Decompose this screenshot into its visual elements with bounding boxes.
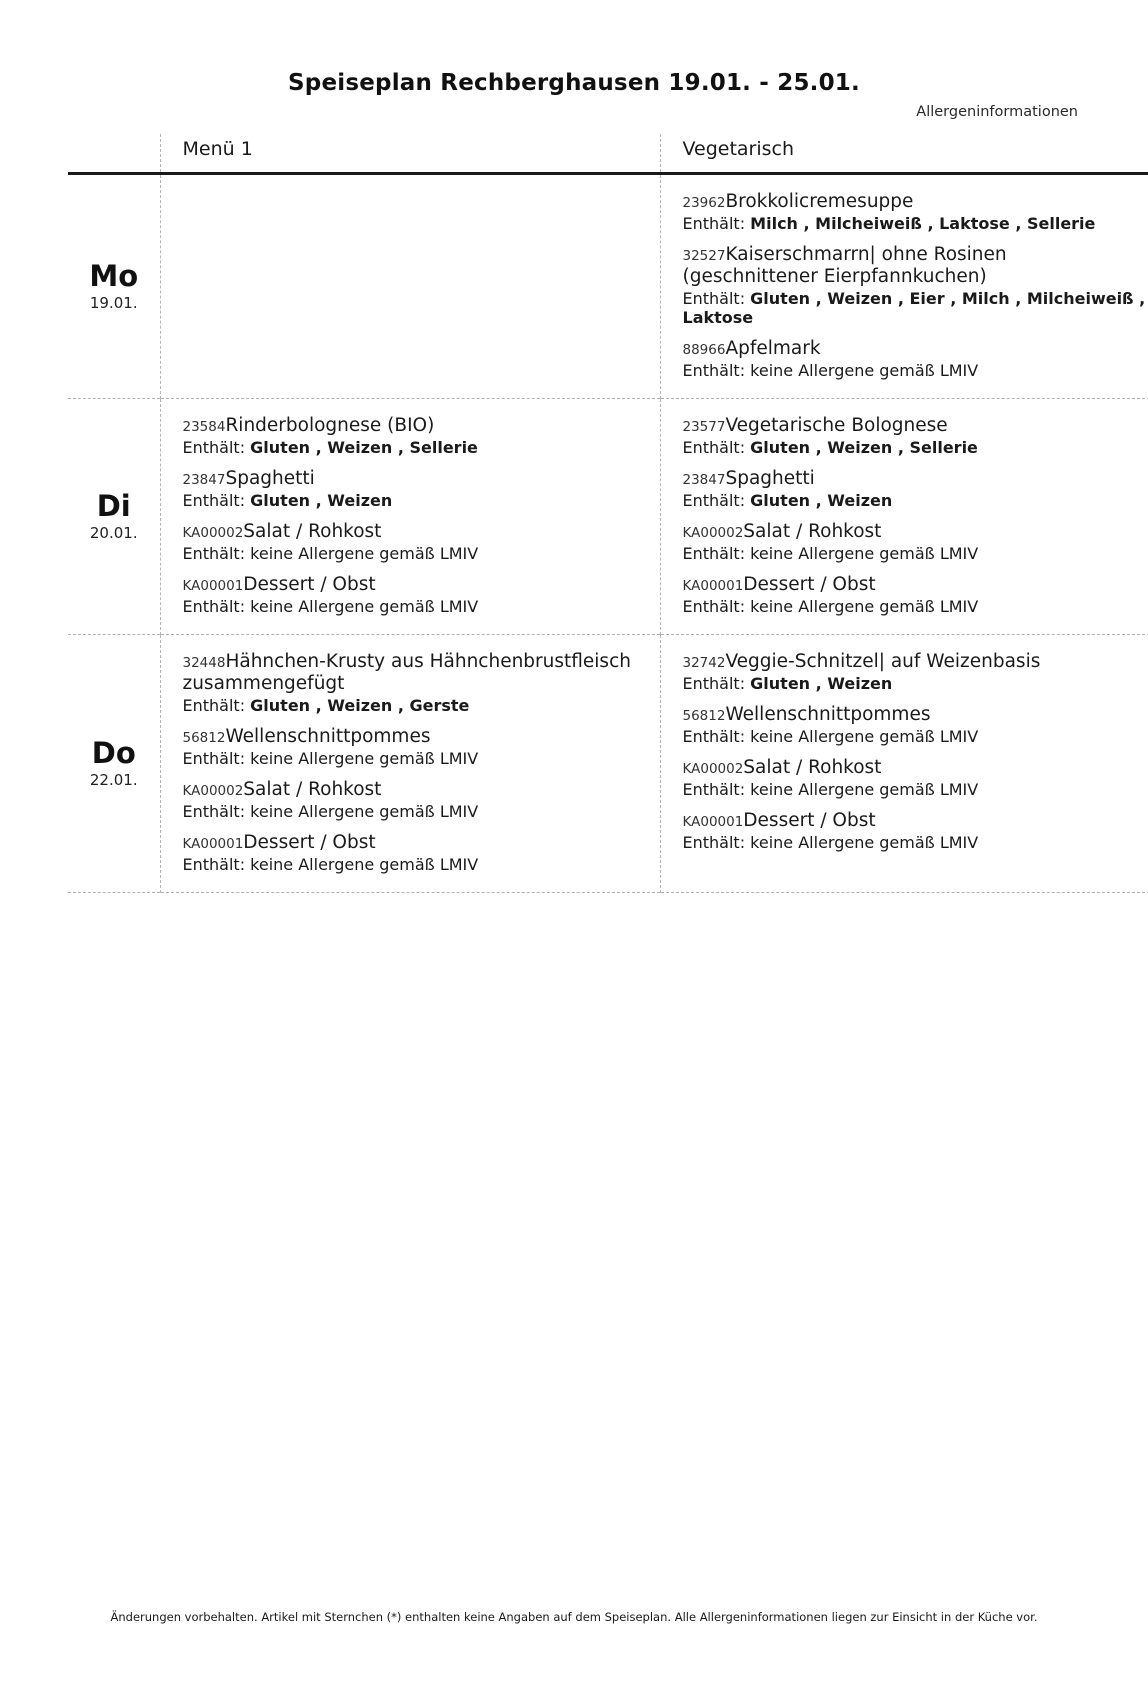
- allergen-label: Enthält:: [682, 726, 751, 746]
- dish-name: Kaiserschmarrn| ohne Rosinen (geschnittener Eierpfannkuchen): [682, 244, 1007, 287]
- dish-item: [183, 779, 646, 821]
- dish-item: [183, 574, 646, 616]
- dish-name: Wellenschnittpommes: [225, 725, 431, 747]
- dish-item: [183, 651, 646, 715]
- dish-name-line: [183, 832, 646, 854]
- dish-item: [683, 704, 1147, 746]
- table-row: [68, 635, 1148, 893]
- dish-allergens: [183, 855, 646, 874]
- allergen-values: Gluten , Weizen , Gerste: [250, 695, 470, 715]
- dish-code: KA00002: [682, 761, 744, 778]
- dish-allergens: [683, 289, 1147, 327]
- dish-item: [683, 244, 1147, 327]
- allergen-values: keine Allergene gemäß LMIV: [250, 543, 479, 563]
- allergen-values: keine Allergene gemäß LMIV: [250, 854, 479, 874]
- dish-name: Dessert / Obst: [243, 574, 376, 596]
- dish-allergens: [683, 214, 1147, 233]
- allergen-label: Enthält:: [182, 543, 251, 563]
- dish-allergens: [183, 802, 646, 821]
- dish-item: [183, 832, 646, 874]
- allergen-values: Gluten , Weizen , Sellerie: [750, 437, 978, 457]
- dish-name: Dessert / Obst: [743, 574, 876, 596]
- dish-name-line: [183, 574, 646, 596]
- dish-name: Spaghetti: [225, 468, 315, 490]
- dish-name: Salat / Rohkost: [243, 521, 382, 543]
- day-cell: [68, 174, 160, 399]
- dish-item: [683, 521, 1147, 563]
- menu-cell-vegetarisch: [660, 635, 1148, 893]
- dish-code: KA00001: [682, 578, 744, 595]
- dish-name: Dessert / Obst: [743, 810, 876, 832]
- footer-disclaimer: Änderungen vorbehalten. Artikel mit Sternchen (*) enthalten keine Angaben auf dem Speiseplan. Alle Allergeninformationen liegen zur Einsicht in der Küche vor.: [110, 1610, 1038, 1624]
- dish-name-line: [183, 521, 646, 543]
- dish-allergens: [683, 833, 1147, 852]
- menu-plan-page: [0, 70, 1148, 1694]
- allergen-values: keine Allergene gemäß LMIV: [750, 596, 979, 616]
- allergen-label: Enthält:: [682, 213, 751, 233]
- allergen-values: keine Allergene gemäß LMIV: [250, 801, 479, 821]
- dish-allergens: [683, 491, 1147, 510]
- dish-code: 23577: [682, 419, 726, 436]
- dish-code: KA00001: [682, 814, 744, 831]
- day-abbreviation: Di: [96, 489, 131, 524]
- menu-table: [68, 134, 1148, 893]
- dish-item: [183, 415, 646, 457]
- dish-code: KA00001: [182, 578, 244, 595]
- dish-item: [683, 651, 1147, 693]
- menu-cell-menu1: [160, 174, 660, 399]
- day-cell: [68, 635, 160, 893]
- dish-name: Salat / Rohkost: [243, 778, 382, 800]
- dish-item: [183, 521, 646, 563]
- dish-code: 32742: [682, 655, 726, 672]
- day-cell: [68, 399, 160, 635]
- dish-item: [183, 726, 646, 768]
- allergen-label: Enthält:: [682, 490, 751, 510]
- table-row: [68, 174, 1148, 399]
- allergen-values: keine Allergene gemäß LMIV: [750, 779, 979, 799]
- dish-item: [683, 757, 1147, 799]
- dish-item: [683, 810, 1147, 852]
- menu-table-body: [68, 174, 1148, 893]
- allergen-values: Milch , Milcheiweiß , Laktose , Sellerie: [750, 213, 1096, 233]
- dish-name-line: [183, 779, 646, 801]
- dish-name: Vegetarische Bolognese: [725, 415, 948, 437]
- dish-item: [683, 191, 1147, 233]
- allergen-values: keine Allergene gemäß LMIV: [250, 596, 479, 616]
- allergen-label: Enthält:: [682, 673, 751, 693]
- dish-name-line: [683, 338, 1147, 360]
- menu-cell-menu1: [160, 635, 660, 893]
- dish-name: Dessert / Obst: [243, 832, 376, 853]
- dish-code: KA00001: [182, 836, 244, 852]
- dish-name-line: [183, 415, 646, 437]
- allergen-values: keine Allergene gemäß LMIV: [250, 748, 479, 768]
- allergen-label: Enthält:: [682, 596, 751, 616]
- dish-code: KA00002: [682, 525, 744, 542]
- dish-code: 32527: [682, 248, 726, 265]
- allergen-values: keine Allergene gemäß LMIV: [750, 726, 979, 746]
- allergen-label: Enthält:: [182, 437, 251, 457]
- dish-allergens: [683, 780, 1147, 799]
- dish-allergens: [683, 597, 1147, 616]
- table-row: [68, 399, 1148, 635]
- allergen-values: Gluten , Weizen: [750, 673, 893, 693]
- dish-name-line: [683, 704, 1147, 726]
- dish-name-line: [683, 191, 1147, 213]
- allergen-label: Enthält:: [182, 748, 251, 768]
- dish-allergens: [183, 438, 646, 457]
- dish-code: 23847: [182, 472, 226, 489]
- allergen-values: Gluten , Weizen , Eier , Milch , Milcheiweiß , Laktose: [682, 288, 1146, 327]
- allergen-values: Gluten , Weizen: [750, 490, 893, 510]
- dish-name-line: [683, 810, 1147, 832]
- day-abbreviation: Mo: [89, 259, 139, 294]
- menu-cell-vegetarisch: [660, 399, 1148, 635]
- column-header-vegetarisch: Vegetarisch: [660, 134, 1148, 174]
- day-date: 22.01.: [89, 770, 138, 789]
- allergen-label: Enthält:: [182, 695, 251, 715]
- page-title: Speiseplan Rechberghausen 19.01. - 25.01.: [288, 70, 860, 96]
- day-abbreviation: Do: [91, 736, 136, 771]
- dish-code: 32448: [182, 655, 226, 672]
- dish-name-line: [183, 651, 646, 695]
- allergen-label: Enthält:: [682, 360, 751, 380]
- dish-code: 23584: [182, 419, 226, 436]
- allergen-label: Enthält:: [682, 833, 751, 852]
- dish-name: Salat / Rohkost: [743, 757, 882, 779]
- dish-allergens: [183, 597, 646, 616]
- dish-item: [683, 415, 1147, 457]
- dish-name: Veggie-Schnitzel| auf Weizenbasis: [725, 651, 1041, 673]
- allergen-label: Enthält:: [182, 854, 251, 874]
- allergen-values: keine Allergene gemäß LMIV: [750, 833, 979, 852]
- allergen-values: Gluten , Weizen: [250, 490, 393, 510]
- dish-name: Brokkolicremesuppe: [725, 191, 914, 212]
- column-header-day: [68, 134, 160, 174]
- dish-name: Spaghetti: [725, 468, 815, 490]
- dish-code: 23962: [682, 195, 726, 211]
- allergen-values: keine Allergene gemäß LMIV: [750, 360, 979, 380]
- dish-allergens: [183, 696, 646, 715]
- allergen-values: keine Allergene gemäß LMIV: [750, 543, 979, 563]
- dish-allergens: [183, 491, 646, 510]
- dish-name-line: [183, 726, 646, 748]
- dish-name: Salat / Rohkost: [743, 521, 882, 543]
- dish-allergens: [183, 749, 646, 768]
- dish-allergens: [683, 674, 1147, 693]
- dish-code: 23847: [682, 472, 726, 489]
- day-date: 19.01.: [89, 293, 138, 312]
- dish-item: [683, 338, 1147, 380]
- dish-name-line: [683, 415, 1147, 437]
- column-header-menu1: Menü 1: [160, 134, 660, 174]
- dish-code: KA00002: [182, 782, 244, 799]
- dish-name: Rinderbolognese (BIO): [225, 415, 435, 437]
- dish-name-line: [683, 468, 1147, 490]
- dish-name: Hähnchen-Krusty aus Hähnchenbrustfleisch zusammengefügt: [182, 651, 631, 694]
- dish-name-line: [683, 574, 1147, 596]
- dish-name-line: [683, 651, 1147, 673]
- dish-allergens: [683, 727, 1147, 746]
- table-header-row: [68, 134, 1148, 174]
- allergen-label: Enthält:: [682, 779, 751, 799]
- allergen-label: Enthält:: [682, 288, 751, 308]
- dish-name: Apfelmark: [725, 338, 821, 360]
- dish-allergens: [683, 361, 1147, 380]
- dish-code: 56812: [182, 729, 226, 746]
- allergen-info-label: Allergeninformationen: [916, 104, 1078, 120]
- dish-item: [183, 468, 646, 510]
- dish-name-line: [683, 244, 1147, 288]
- dish-name-line: [183, 468, 646, 490]
- dish-allergens: [683, 438, 1147, 457]
- allergen-label: Enthält:: [682, 543, 751, 563]
- allergen-values: Gluten , Weizen , Sellerie: [250, 437, 478, 457]
- dish-name-line: [683, 521, 1147, 543]
- dish-name-line: [683, 757, 1147, 779]
- dish-code: 56812: [682, 708, 726, 725]
- dish-allergens: [183, 544, 646, 563]
- allergen-label: Enthält:: [682, 437, 751, 457]
- allergen-label: Enthält:: [182, 490, 251, 510]
- menu-cell-vegetarisch: [660, 174, 1148, 399]
- dish-name: Wellenschnittpommes: [725, 704, 931, 726]
- dish-item: [683, 574, 1147, 616]
- dish-item: [683, 468, 1147, 510]
- dish-allergens: [683, 544, 1147, 563]
- allergen-label: Enthält:: [182, 801, 251, 821]
- dish-code: 88966: [682, 342, 726, 359]
- allergen-label: Enthält:: [182, 596, 251, 616]
- day-date: 20.01.: [89, 523, 138, 542]
- dish-code: KA00002: [182, 525, 244, 542]
- menu-cell-menu1: [160, 399, 660, 635]
